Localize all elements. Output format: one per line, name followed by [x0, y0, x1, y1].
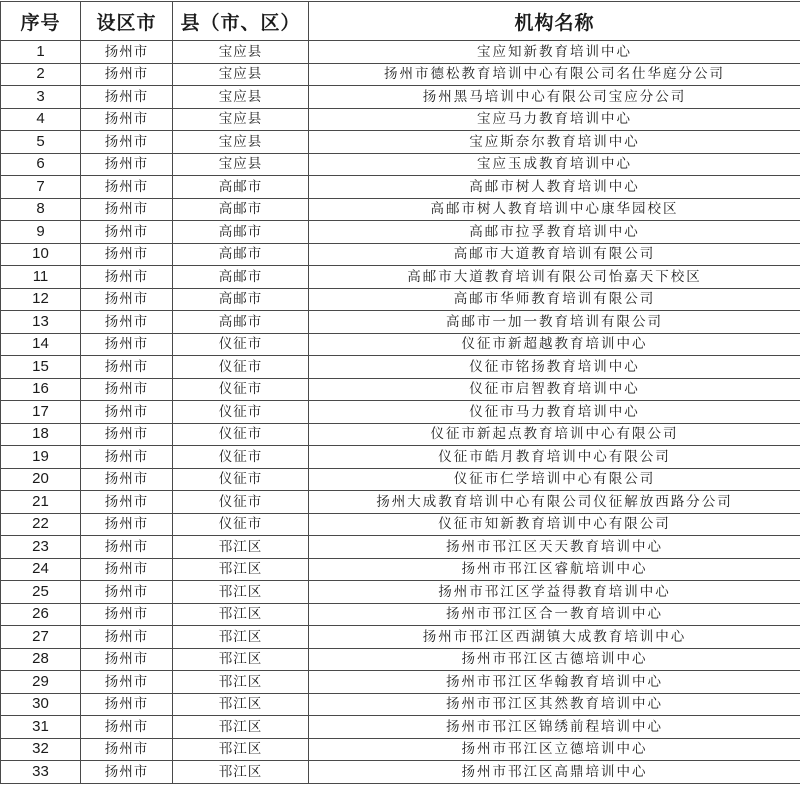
cell-city: 扬州市 [81, 738, 173, 761]
cell-index: 4 [1, 108, 81, 131]
cell-org-name: 仪征市知新教育培训中心有限公司 [309, 513, 800, 536]
table-row [1, 581, 800, 604]
cell-county: 邗江区 [173, 716, 309, 739]
cell-index: 11 [1, 266, 81, 289]
table-row [1, 311, 800, 334]
cell-index: 30 [1, 693, 81, 716]
cell-county: 仪征市 [173, 491, 309, 514]
cell-county: 宝应县 [173, 153, 309, 176]
cell-city: 扬州市 [81, 311, 173, 334]
cell-index: 14 [1, 333, 81, 356]
cell-org-name: 高邮市华师教育培训有限公司 [309, 288, 800, 311]
cell-county: 邗江区 [173, 536, 309, 559]
cell-index: 20 [1, 468, 81, 491]
table-row [1, 378, 800, 401]
table-row [1, 626, 800, 649]
cell-index: 33 [1, 761, 81, 784]
cell-city: 扬州市 [81, 446, 173, 469]
cell-index: 25 [1, 581, 81, 604]
cell-index: 28 [1, 648, 81, 671]
cell-county: 仪征市 [173, 378, 309, 401]
cell-org-name: 扬州黑马培训中心有限公司宝应分公司 [309, 86, 800, 109]
cell-city: 扬州市 [81, 266, 173, 289]
cell-index: 5 [1, 131, 81, 154]
table-row [1, 288, 800, 311]
table-row [1, 446, 800, 469]
cell-county: 宝应县 [173, 63, 309, 86]
table-row [1, 131, 800, 154]
cell-city: 扬州市 [81, 378, 173, 401]
table-row [1, 108, 800, 131]
header-county: 县（市、区） [173, 2, 309, 41]
cell-county: 仪征市 [173, 333, 309, 356]
cell-city: 扬州市 [81, 176, 173, 199]
table-row [1, 671, 800, 694]
cell-city: 扬州市 [81, 423, 173, 446]
cell-county: 高邮市 [173, 221, 309, 244]
cell-county: 仪征市 [173, 446, 309, 469]
cell-city: 扬州市 [81, 198, 173, 221]
cell-org-name: 扬州市邗江区其然教育培训中心 [309, 693, 800, 716]
cell-city: 扬州市 [81, 86, 173, 109]
cell-city: 扬州市 [81, 581, 173, 604]
cell-index: 22 [1, 513, 81, 536]
table-row [1, 536, 800, 559]
cell-index: 23 [1, 536, 81, 559]
cell-index: 9 [1, 221, 81, 244]
table-row [1, 603, 800, 626]
cell-org-name: 高邮市拉孚教育培训中心 [309, 221, 800, 244]
header-org-name: 机构名称 [309, 2, 800, 41]
cell-county: 邗江区 [173, 648, 309, 671]
cell-index: 21 [1, 491, 81, 514]
table-row [1, 266, 800, 289]
cell-county: 邗江区 [173, 603, 309, 626]
cell-org-name: 扬州大成教育培训中心有限公司仪征解放西路分公司 [309, 491, 800, 514]
cell-index: 1 [1, 41, 81, 64]
cell-org-name: 扬州市邗江区学益得教育培训中心 [309, 581, 800, 604]
cell-city: 扬州市 [81, 356, 173, 379]
cell-city: 扬州市 [81, 536, 173, 559]
cell-index: 16 [1, 378, 81, 401]
cell-city: 扬州市 [81, 243, 173, 266]
table-row [1, 221, 800, 244]
table-row [1, 558, 800, 581]
table-row [1, 513, 800, 536]
cell-org-name: 高邮市树人教育培训中心康华园校区 [309, 198, 800, 221]
cell-index: 12 [1, 288, 81, 311]
cell-org-name: 扬州市德松教育培训中心有限公司名仕华庭分公司 [309, 63, 800, 86]
cell-index: 19 [1, 446, 81, 469]
cell-county: 邗江区 [173, 761, 309, 784]
cell-city: 扬州市 [81, 108, 173, 131]
table-row [1, 468, 800, 491]
table-row [1, 716, 800, 739]
table-header-row [1, 2, 800, 41]
cell-city: 扬州市 [81, 288, 173, 311]
cell-county: 仪征市 [173, 513, 309, 536]
table-row [1, 198, 800, 221]
cell-county: 仪征市 [173, 356, 309, 379]
cell-index: 7 [1, 176, 81, 199]
cell-county: 高邮市 [173, 288, 309, 311]
cell-index: 26 [1, 603, 81, 626]
cell-index: 32 [1, 738, 81, 761]
cell-county: 邗江区 [173, 738, 309, 761]
cell-org-name: 高邮市大道教育培训有限公司 [309, 243, 800, 266]
table-row [1, 491, 800, 514]
cell-index: 31 [1, 716, 81, 739]
cell-city: 扬州市 [81, 648, 173, 671]
cell-index: 8 [1, 198, 81, 221]
cell-county: 仪征市 [173, 423, 309, 446]
cell-org-name: 扬州市邗江区天天教育培训中心 [309, 536, 800, 559]
table-row [1, 738, 800, 761]
cell-city: 扬州市 [81, 603, 173, 626]
cell-org-name: 扬州市邗江区古德培训中心 [309, 648, 800, 671]
table-row [1, 423, 800, 446]
table-body [1, 41, 800, 784]
cell-county: 宝应县 [173, 41, 309, 64]
cell-city: 扬州市 [81, 131, 173, 154]
cell-county: 邗江区 [173, 671, 309, 694]
table-row [1, 693, 800, 716]
cell-county: 仪征市 [173, 401, 309, 424]
cell-index: 2 [1, 63, 81, 86]
cell-org-name: 宝应玉成教育培训中心 [309, 153, 800, 176]
cell-org-name: 宝应马力教育培训中心 [309, 108, 800, 131]
cell-city: 扬州市 [81, 221, 173, 244]
cell-index: 27 [1, 626, 81, 649]
cell-city: 扬州市 [81, 491, 173, 514]
cell-county: 仪征市 [173, 468, 309, 491]
cell-org-name: 扬州市邗江区高鼎培训中心 [309, 761, 800, 784]
cell-org-name: 宝应知新教育培训中心 [309, 41, 800, 64]
cell-county: 宝应县 [173, 131, 309, 154]
cell-county: 邗江区 [173, 693, 309, 716]
cell-org-name: 仪征市新超越教育培训中心 [309, 333, 800, 356]
cell-city: 扬州市 [81, 626, 173, 649]
cell-county: 邗江区 [173, 558, 309, 581]
cell-county: 高邮市 [173, 176, 309, 199]
cell-index: 13 [1, 311, 81, 334]
cell-index: 10 [1, 243, 81, 266]
cell-org-name: 仪征市新起点教育培训中心有限公司 [309, 423, 800, 446]
cell-index: 29 [1, 671, 81, 694]
table-row [1, 86, 800, 109]
cell-index: 17 [1, 401, 81, 424]
cell-org-name: 扬州市邗江区合一教育培训中心 [309, 603, 800, 626]
table-row [1, 243, 800, 266]
cell-city: 扬州市 [81, 716, 173, 739]
table-row [1, 41, 800, 64]
cell-org-name: 仪征市启智教育培训中心 [309, 378, 800, 401]
cell-index: 15 [1, 356, 81, 379]
table-row [1, 761, 800, 784]
cell-org-name: 扬州市邗江区西湖镇大成教育培训中心 [309, 626, 800, 649]
table-row [1, 333, 800, 356]
cell-county: 高邮市 [173, 243, 309, 266]
cell-org-name: 高邮市大道教育培训有限公司怡嘉天下校区 [309, 266, 800, 289]
cell-org-name: 扬州市邗江区立德培训中心 [309, 738, 800, 761]
table-row [1, 153, 800, 176]
cell-org-name: 扬州市邗江区锦绣前程培训中心 [309, 716, 800, 739]
cell-index: 18 [1, 423, 81, 446]
cell-org-name: 高邮市树人教育培训中心 [309, 176, 800, 199]
cell-city: 扬州市 [81, 513, 173, 536]
header-index: 序号 [1, 2, 81, 41]
cell-city: 扬州市 [81, 153, 173, 176]
cell-city: 扬州市 [81, 761, 173, 784]
table-row [1, 401, 800, 424]
institution-table [0, 1, 800, 784]
cell-city: 扬州市 [81, 333, 173, 356]
cell-city: 扬州市 [81, 401, 173, 424]
cell-county: 宝应县 [173, 108, 309, 131]
cell-county: 邗江区 [173, 626, 309, 649]
cell-city: 扬州市 [81, 671, 173, 694]
cell-org-name: 仪征市铭扬教育培训中心 [309, 356, 800, 379]
cell-city: 扬州市 [81, 41, 173, 64]
cell-index: 24 [1, 558, 81, 581]
table-row [1, 63, 800, 86]
table-row [1, 648, 800, 671]
table-row [1, 356, 800, 379]
cell-index: 6 [1, 153, 81, 176]
cell-org-name: 仪征市马力教育培训中心 [309, 401, 800, 424]
cell-county: 高邮市 [173, 311, 309, 334]
cell-county: 邗江区 [173, 581, 309, 604]
cell-county: 高邮市 [173, 198, 309, 221]
cell-org-name: 仪征市皓月教育培训中心有限公司 [309, 446, 800, 469]
cell-org-name: 高邮市一加一教育培训有限公司 [309, 311, 800, 334]
header-city: 设区市 [81, 2, 173, 41]
cell-org-name: 扬州市邗江区华翰教育培训中心 [309, 671, 800, 694]
table-row [1, 176, 800, 199]
cell-county: 高邮市 [173, 266, 309, 289]
cell-county: 宝应县 [173, 86, 309, 109]
cell-city: 扬州市 [81, 63, 173, 86]
cell-org-name: 仪征市仁学培训中心有限公司 [309, 468, 800, 491]
cell-city: 扬州市 [81, 693, 173, 716]
cell-city: 扬州市 [81, 468, 173, 491]
cell-index: 3 [1, 86, 81, 109]
cell-org-name: 宝应斯奈尔教育培训中心 [309, 131, 800, 154]
cell-city: 扬州市 [81, 558, 173, 581]
cell-org-name: 扬州市邗江区睿航培训中心 [309, 558, 800, 581]
